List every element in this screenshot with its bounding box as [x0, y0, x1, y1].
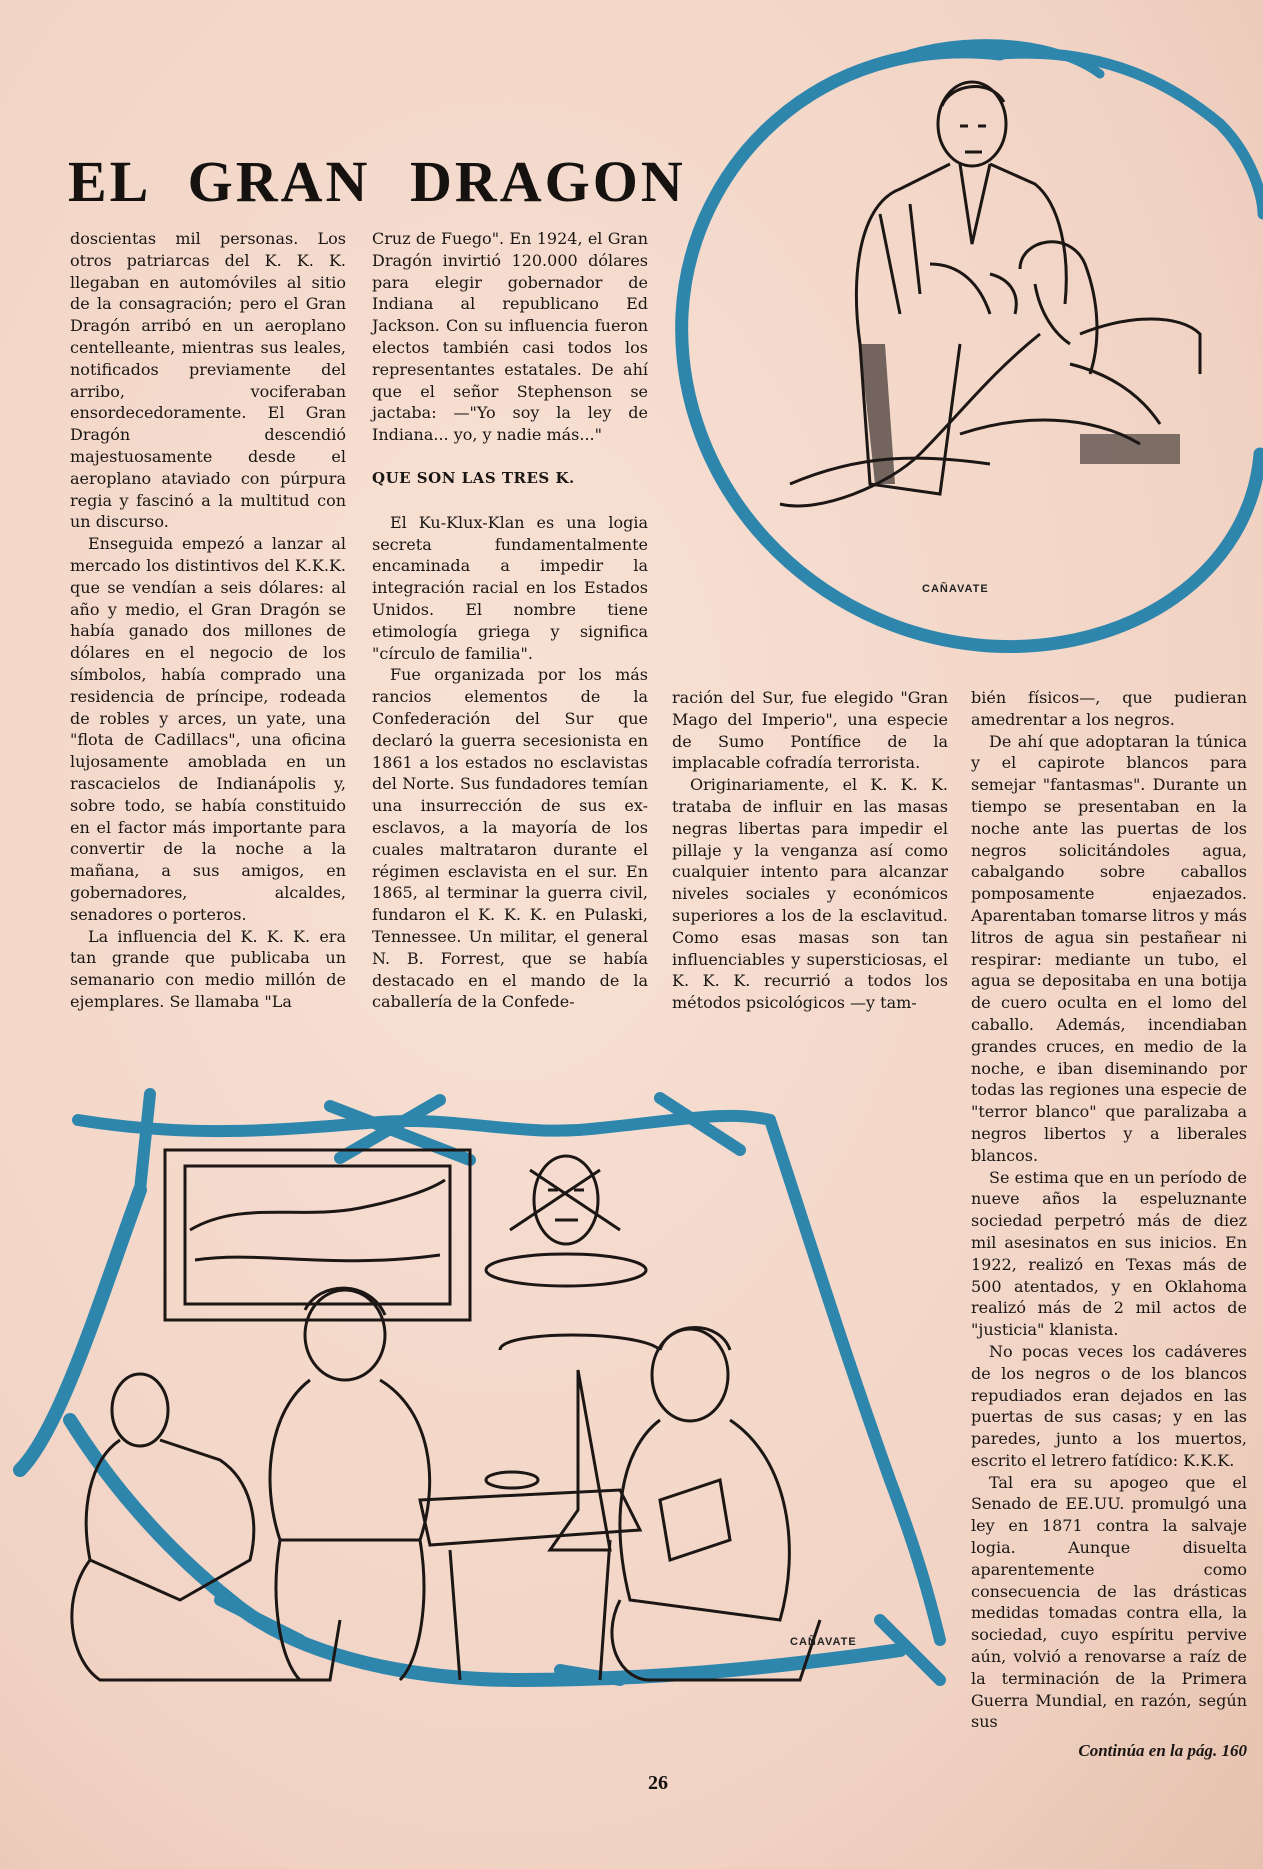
text-column-1: [70, 228, 346, 1013]
paragraph: bién físicos—, que pudieran amedrentar a los negros.: [971, 688, 1247, 729]
paragraph: Enseguida empezó a lanzar al mercado los distintivos del K.K.K. que se vendían a seis dólares: al año y medio, el Gran Dragón se había ganado dos millones de dólares en el negocio de los símbolos, había comprado una residencia de príncipe, rodeada de robles y arces, un yate, una "flota de Cadillacs", una oficina lujosamente amoblada en un rascacielos de Indianápolis y, sobre todo, se había constituido en el factor más importante para convertir de la noche a la mañana, a sus amigos, en gobernadores, alcaldes, senadores o porteros.: [70, 534, 346, 924]
page-number: 26: [648, 1772, 668, 1794]
paragraph: ración del Sur, fue elegido "Gran Mago del Imperio", una especie de Sumo Pontífice de la implacable cofradía terrorista.: [672, 688, 948, 773]
paragraph: De ahí que adoptaran la túnica y el capirote blancos para semejar "fantasmas". Durante un tiempo se presentaban en la noche ante las puertas de los negros solicitándoles agua, cabalgando sobre caballos pomposamente enjaezados. Aparentaban tomarse litros y más litros de agua sin pestañear ni respirar: mediante un tubo, el agua se depositaba en una botija de cuero oculta en el lomo del caballo. Además, incendiaban grandes cruces, en medio de la noche, e iban diseminando por todas las regiones una especie de "terror blanco" que paralizaba a negros libertos y a liberales blancos.: [971, 731, 1247, 1165]
section-heading: QUE SON LAS TRES K.: [372, 468, 575, 487]
text-column-3: [672, 687, 948, 1014]
text-column-2: [372, 228, 648, 1013]
illustrator-signature-2: CAÑAVATE: [790, 1636, 857, 1648]
paragraph: El Ku-Klux-Klan es una logia secreta fundamentalmente encaminada a impedir la integración racial en los Estados Unidos. El nombre tiene etimología griega y significa "círculo de familia".: [372, 512, 648, 663]
illustration-top-right: [660, 14, 1263, 670]
paragraph: Tal era su apogeo que el Senado de EE.UU. promulgó una ley en 1871 contra la salvaje logia. Aunque disuelta aparentemente como consecuencia de las drásticas medidas tomadas contra ella, la sociedad, cuyo espíritu pervive aún, volvió a renovarse a raíz de la terminación de la Primera Guerra Mundial, en razón, según sus: [971, 1472, 1247, 1732]
paragraph: Se estima que en un período de nueve años la espeluznante sociedad perpetró más de diez mil asesinatos en sus inicios. En 1922, realizó en Texas más de 500 atentados, y en Oklahoma realizó más de 2 mil actos de "justicia" klanista.: [971, 1167, 1247, 1340]
paragraph: doscientas mil personas. Los otros patriarcas del K. K. K. llegaban en automóviles al sitio de la consagración; pero el Gran Dragón arribó en un aeroplano centelleante, mientras sus leales, notificados previamente del arribo, vociferaban ensordecedoramente. El Gran Dragón descendió majestuosamente desde el aeroplano ataviado con púrpura regia y fascinó a la multitud con un discurso.: [70, 229, 346, 532]
continued-note: Continúa en la pág. 160: [1078, 1741, 1247, 1760]
paragraph: Fue organizada por los más rancios elementos de la Confederación del Sur que declaró la guerra secesionista en 1861 a los estados no esclavistas del Norte. Sus fundadores temían una insurrección de sus ex-esclavos, a la mayoría de los cuales maltrataron durante el régimen esclavista en el sur. En 1865, al terminar la guerra civil, fundaron el K. K. K. en Pulaski, Tennessee. Un militar, el general N. B. Forrest, que se había destacado en el mando de la caballería de la Confede-: [372, 665, 648, 1012]
illustrator-signature: CAÑAVATE: [922, 583, 989, 595]
paragraph: No pocas veces los cadáveres de los negros o de los blancos repudiados eran dejados en las puertas de sus casas; y en las paredes, junto a los muertos, escrito el letrero fatídico: K.K.K.: [971, 1341, 1247, 1470]
article-title: EL GRAN DRAGON: [68, 149, 686, 214]
illustration-bottom-living-room: [0, 1080, 960, 1735]
paragraph: La influencia del K. K. K. era tan grande que publicaba un semanario con medio millón de ejemplares. Se llamaba "La: [70, 926, 346, 1011]
text-column-4: [971, 687, 1247, 1733]
paragraph: Cruz de Fuego". En 1924, el Gran Dragón invirtió 120.000 dólares para elegir gobernador de Indiana al republicano Ed Jackson. Con su influencia fueron electos también casi todos los representantes estatales. De ahí que el señor Stephenson se jactaba: —"Yo soy la ley de Indiana... yo, y nadie más...": [372, 229, 648, 445]
paragraph: Originariamente, el K. K. K. trataba de influir en las masas negras libertas para impedir el pillaje y la venganza así como cualquier intento para alcanzar niveles sociales y económicos superiores a los de la esclavitud. Como esas masas son tan influenciables y supersticiosas, el K. K. K. recurrió a todos los métodos psicológicos —y tam-: [672, 775, 948, 1013]
